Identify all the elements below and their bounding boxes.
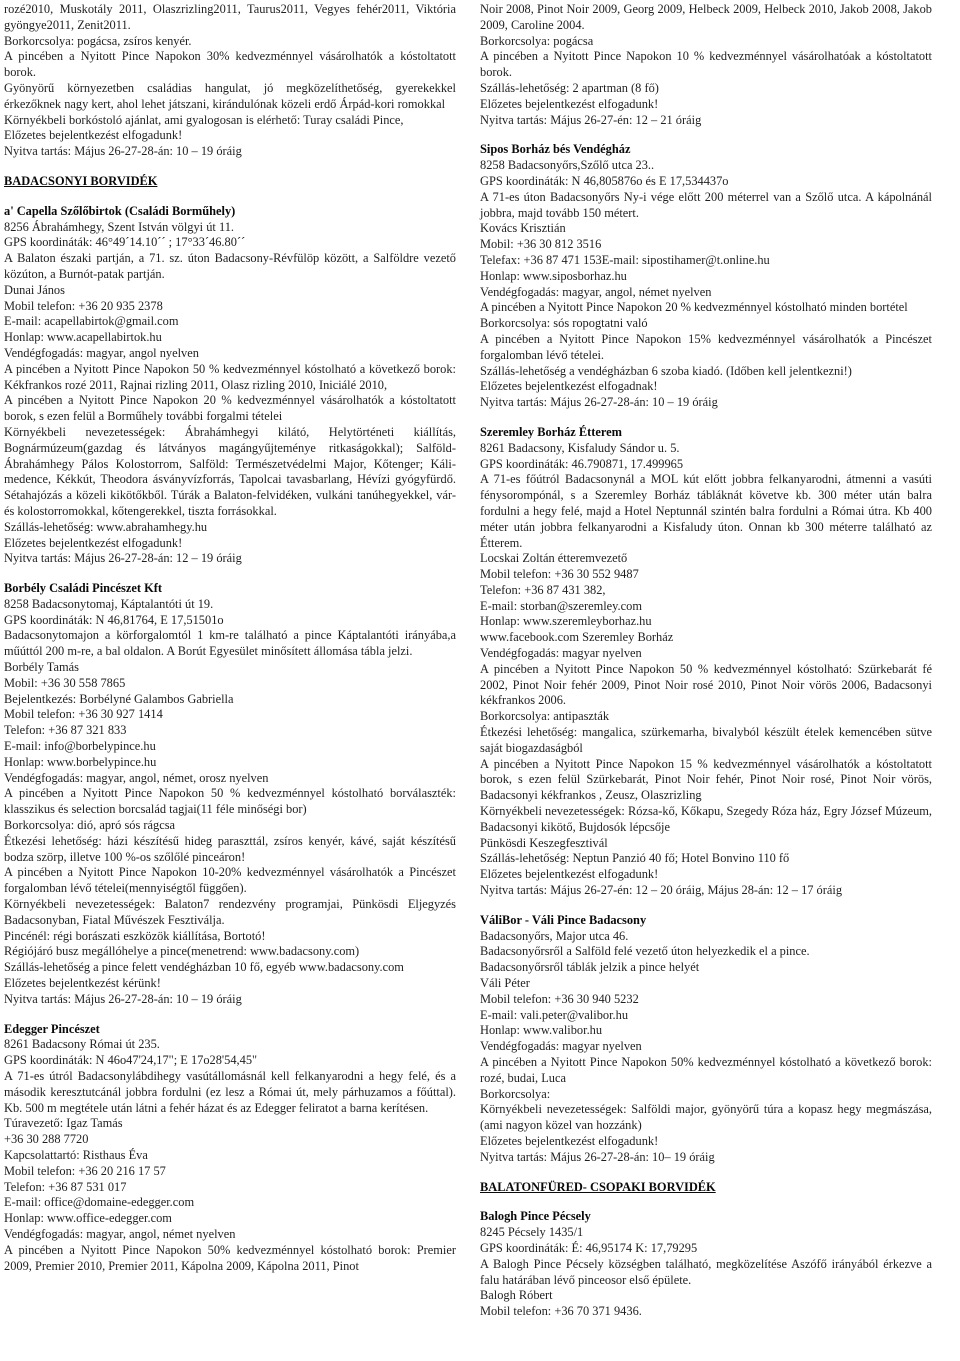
body-text-line: Nyitva tartás: Május 26-27-28-án: 10– 19 óráig xyxy=(480,1149,715,1164)
body-text-line: Badacsonyőrsről táblák jelzik a pince helyét xyxy=(480,960,700,975)
body-text-line: GPS koordináták: 46.790871, 17.499965 xyxy=(480,456,684,471)
winery-heading: Borbély Családi Pincészet Kft xyxy=(4,581,162,596)
body-text-line: A pincében a Nyitott Pince Napokon 30% kedvezménnyel vásárolhatók a kóstoltatott borok. xyxy=(4,49,456,80)
paragraph-spacer xyxy=(4,1008,456,1022)
body-text-line: Előzetes bejelentkezést elfogadunk! xyxy=(4,535,183,550)
body-text-line: Előzetes bejelentkezést kérünk! xyxy=(4,976,161,991)
winery-heading: Sipos Borház bés Vendégház xyxy=(480,142,631,157)
body-text-line: Mobil: +36 30 812 3516 xyxy=(480,237,602,252)
body-text-line: Honlap: www.szeremleyborhaz.hu xyxy=(480,614,652,629)
body-text-line: Pincénél: régi borászati eszközök kiállítása, Bortotó! xyxy=(4,928,266,943)
body-text-line: Nyitva tartás: Május 26-27-28-án: 10 – 19 óráig xyxy=(4,991,242,1006)
body-text-line: rozé2010, Muskotály 2011, Olaszrizling2011, Taurus2011, Vegyes fehér2011, Viktória gyöngye2011, Zenit2011. xyxy=(4,2,456,32)
body-text-line: Környékbeli nevezetességek: Rózsa-kő, Kőkapu, Szegedy Róza ház, Egry József Múzeum, Badacsonyi kikötő, Bujdosók lépcsője xyxy=(480,804,932,834)
left-column xyxy=(4,2,456,1361)
body-text-line: Borkorcsolya: xyxy=(480,1086,551,1101)
body-text-line: Honlap: www.siposborhaz.hu xyxy=(480,268,627,283)
paragraph-spacer xyxy=(480,899,932,913)
body-text-line: Mobil telefon: +36 20 216 17 57 xyxy=(4,1163,166,1178)
paragraph-spacer xyxy=(480,1195,932,1209)
body-text-line: A pincében a Nyitott Pince Napokon 50 % kedvezménnyel kóstolható: Szürkebarát fé 2002, Pinot Noir fehér 2009, Pinot Noir rosé 2010, Pinot Noir vörös 2006, Badacsonyi kékfrankos 2006. xyxy=(480,661,932,708)
body-text-line: Dunai János xyxy=(4,282,65,297)
body-text-line: Kapcsolattartó: Risthaus Éva xyxy=(4,1147,148,1162)
body-text-line: Mobil telefon: +36 30 552 9487 xyxy=(480,567,639,582)
body-text-line: Telefon: +36 87 321 833 xyxy=(4,723,127,738)
body-text-line: Váli Péter xyxy=(480,976,530,991)
body-text-line: Környékbeli nevezetességek: Salföldi major, gyönyörű túra a kopasz hegy megmászása,(ami nagyon közel van hozzánk) xyxy=(480,1102,932,1133)
body-text-line: A 71-es útról Badacsonylábdihegy vasútállomásnál kell felkanyarodni a hegy felé, és a második keresztutcánál jobbra fordulni (ez lesz a Római út, mely párhuzamos a főúttal). Kb. 500 m megtétele után látni a fehér házat és az Edegger feliratot a barna kerítésen. xyxy=(4,1069,456,1115)
body-text-line: Mobil telefon: +36 70 371 9436. xyxy=(480,1304,642,1319)
body-text-line: A 71-es úton Badacsonyőrs Ny-i vége előtt 200 méterrel van a Szőlő utca. A kápolnánál jobbra, majd tovább 150 métert. xyxy=(480,189,932,220)
body-text-line: Mobil: +36 30 558 7865 xyxy=(4,675,126,690)
body-text-line: A pincében a Nyitott Pince Napokon 20 % kedvezménnyel kóstolható minden bortétel xyxy=(480,300,908,315)
body-text-line: 8245 Pécsely 1435/1 xyxy=(480,1225,584,1240)
body-text-line: A pincében a Nyitott Pince Napokon 15 % kedvezménnyel vásárolhatók a kóstoltatott borok, s ezen felül Szürkebarát, Pinot Noir fehér, Pinot Noir rosé, Pinot Noir vörös, Badacsonyi kékfrankos , Zeusz, Olaszrizling xyxy=(480,756,932,803)
body-text-line: Nyitva tartás: Május 26-27-én: 12 – 20 óráig, Május 28-án: 12 – 17 óráig xyxy=(480,883,843,898)
body-text-line: Nyitva tartás: Május 26-27-28-án: 10 – 19 óráig xyxy=(4,144,242,159)
body-text-line: Telefon: +36 87 531 017 xyxy=(4,1179,127,1194)
paragraph-spacer xyxy=(480,1166,932,1180)
paragraph-spacer xyxy=(4,567,456,581)
body-text-line: E-mail: info@borbelypince.hu xyxy=(4,739,156,754)
body-text-line: Vendégfogadás: magyar, angol, német nyelven xyxy=(4,1226,236,1241)
body-text-line: Előzetes bejelentkezést elfogadunk! xyxy=(480,1133,659,1148)
body-text-line: 8256 Ábrahámhegy, Szent István völgyi út 11. xyxy=(4,219,234,234)
body-text-line: Szállás-lehetőség: 2 apartman (8 fő) xyxy=(480,80,659,95)
body-text-line: Előzetes bejelentkezést elfogadunk! xyxy=(4,128,183,143)
body-text-line: E-mail: office@domaine-edegger.com xyxy=(4,1195,195,1210)
winery-heading: a' Capella Szőlőbirtok (Családi Borműhely) xyxy=(4,203,236,218)
body-text-line: Borkorcsolya: dió, apró sós rágcsa xyxy=(4,818,176,833)
body-text-line: 8261 Badacsony, Kisfaludy Sándor u. 5. xyxy=(480,440,680,455)
body-text-line: Mobil telefon: +36 30 940 5232 xyxy=(480,991,639,1006)
body-text-line: Szállás-lehetőség a pince felett vendégházban 10 fő, egyéb www.badacsony.com xyxy=(4,960,404,975)
body-text-line: GPS koordináták: É: 46,95174 K: 17,79295 xyxy=(480,1240,698,1255)
body-text-line: 8258 Badacsonytomaj, Káptalantóti út 19. xyxy=(4,596,214,611)
body-text-line: 8261 Badacsony Római út 235. xyxy=(4,1037,160,1052)
body-text-line: Szállás-lehetőség: www.abrahamhegy.hu xyxy=(4,519,208,534)
body-text-line: A 71-es főútról Badacsonynál a MOL kút előtt jobbra felkanyarodni, átmenni a vasúti fénysorompónál, s a Szeremley Borház tábláknát követve kb. 300 méter után balra fordulni a hegy felé, majd a Hotel Neptunnál szintén balra fordulni a Római útra. Kb 400 méter után jobbra felkanyarodni a Kisfaludy úton. Onnan kb 300 méterre található az Étterem. xyxy=(480,472,932,550)
body-text-line: Badacsonytomajon a körforgalomtól 1 km-re található a pince Káptalantóti irányába,a műúttól 200 m-re, a bal oldalon. A Borút Egyesület minősített állomása tábla jelzi. xyxy=(4,628,456,659)
body-text-line: Kovács Krisztián xyxy=(480,221,566,236)
body-text-line: Bejelentkezés: Borbélyné Galambos Gabriella xyxy=(4,691,234,706)
body-text-line: A pincében a Nyitott Pince Napokon 50% kedvezménnyel kóstolható borok: Premier 2009, Premier 2010, Premier 2011, Kápolna 2009, Kápolna 2011, Pinot xyxy=(4,1242,456,1273)
body-text-line: Környékbeli nevezetességek: Balaton7 rendezvény programjai, Pünkösdi Eljegyzés Badacsonyban, Fiatal Művészek Fesztiválja. xyxy=(4,897,456,927)
body-text-line: Telefax: +36 87 471 153E-mail: sipostihamer@t.online.hu xyxy=(480,252,770,267)
body-text-line: Borkorcsolya: antipaszták xyxy=(480,709,610,724)
body-text-line: Pünkösdi Keszegfesztivál xyxy=(480,835,608,850)
body-text-line: A pincében a Nyitott Pince Napokon 15% kedvezménnyel vásárolhatók a Pincészet forgalomban lévő tételei. xyxy=(480,331,932,362)
body-text-line: Borkorcsolya: sós ropogtatni való xyxy=(480,316,648,331)
body-text-line: Környékbeli borkóstoló ajánlat, ami gyalogosan is elérhető: Turay családi Pince, xyxy=(4,112,404,127)
body-text-line: Honlap: www.valibor.hu xyxy=(480,1023,603,1038)
body-text-line: A Balaton északi partján, a 71. sz. úton Badacsony-Révfülöp között, a Salföldre vezető közúton, a Burnót-patak partján. xyxy=(4,251,456,281)
body-text-line: Vendégfogadás: magyar, angol, német, orosz nyelven xyxy=(4,770,269,785)
body-text-line: Noir 2008, Pinot Noir 2009, Georg 2009, Helbeck 2009, Helbeck 2010, Jakob 2008, Jakob 2009, Caroline 2004. xyxy=(480,2,932,32)
body-text-line: Honlap: www.borbelypince.hu xyxy=(4,754,157,769)
body-text-line: Környékbeli nevezetességek: Ábrahámhegyi kilátó, Helytörténeti kiállítás, Bognármúzeum(gazdag és látványos magángyűjteménye ritkaságokkal); Salföld-Ábrahámhegy Pálos Kolostorrom, Salföld: Természetvédelmi Major, Kőtenger; Káli-medence, Kékkút, Theodora ásványvízforrás, Tapolcai tavasbarlang, Hévízi gyógyfürdő. Sétahajózás a közeli kikötőkből. Túrák a Balaton-felvidéken, vulkáni tanúhegyekkel, vár- és kolostorromokkal, kőtengerekkel, tiszta forrásokkal. xyxy=(4,424,456,518)
body-text-line: A Balogh Pince Pécsely községben található, megközelítése Aszófő irányából érkezve a falu határában lévő pinceosor első épülete. xyxy=(480,1256,932,1287)
winery-heading: Szeremley Borház Étterem xyxy=(480,424,622,439)
body-text-line: Túravezető: Igaz Tamás xyxy=(4,1116,123,1131)
body-text-line: A pincében a Nyitott Pince Napokon 50 % kedvezménnyel kóstolható borválaszték: klasszikus és selection borcsalád tagjai(11 féle minőségi bor) xyxy=(4,786,456,817)
body-text-line: Vendégfogadás: magyar, angol nyelven xyxy=(4,345,199,360)
region-heading: BALATONFÜRED- CSOPAKI BORVIDÉK xyxy=(480,1179,716,1194)
body-text-line: Mobil telefon: +36 20 935 2378 xyxy=(4,298,163,313)
body-text-line: A pincében a Nyitott Pince Napokon 20 % kedvezménnyel vásárolhatók a kóstoltatott borok, s ezen felül a Borműhely további forgalmi tételei xyxy=(4,393,456,424)
body-text-line: A pincében a Nyitott Pince Napokon 50 % kedvezménnyel kóstolható a következő borok: Kékfrankos rozé 2011, Rajnai rizling 2011, Olasz rizling 2010, Iniciálé 2010, xyxy=(4,361,456,392)
body-text-line: Régiójáró busz megállóhelye a pince(menetrend: www.badacsony.com) xyxy=(4,944,360,959)
body-text-line: Vendégfogadás: magyar nyelven xyxy=(480,646,642,661)
paragraph-spacer xyxy=(480,411,932,425)
body-text-line: Honlap: www.office-edegger.com xyxy=(4,1211,172,1226)
body-text-line: +36 30 288 7720 xyxy=(4,1132,89,1147)
region-heading: BADACSONYI BORVIDÉK xyxy=(4,173,158,188)
body-text-line: Mobil telefon: +36 30 927 1414 xyxy=(4,707,163,722)
body-text-line: Locskai Zoltán étteremvezető xyxy=(480,551,628,566)
body-text-line: Szállás-lehetőség a vendégházban 6 szoba kiadó. (Időben kell jelentkezni!) xyxy=(480,363,852,378)
body-text-line: Nyitva tartás: Május 26-27-én: 12 – 21 óráig xyxy=(480,112,702,127)
body-text-line: GPS koordináták: N 46,805876o és E 17,534437o xyxy=(480,173,729,188)
right-column xyxy=(480,2,932,1361)
body-text-line: Balogh Róbert xyxy=(480,1288,553,1303)
body-text-line: Gyönyörű környezetben családias hangulat, jó megközelíthetőség, gyerekekkel érkezőknek nagy kert, ahol lehet játszani, kirándulónak közeli erdő Árpád-kori romokkal xyxy=(4,80,456,111)
body-text-line: Badacsonyőrsről a Salföld felé vezető úton helyezkedik el a pince. xyxy=(480,944,810,959)
body-text-line: Étkezési lehetőség: mangalica, szürkemarha, bivalyból készült ételek kemencében sütve saját biogazdaságból xyxy=(480,725,932,755)
winery-heading: Balogh Pince Pécsely xyxy=(480,1209,591,1224)
body-text-line: Előzetes bejelentkezést elfogadunk! xyxy=(480,867,659,882)
body-text-line: GPS koordináták: N 46,81764, E 17,51501o xyxy=(4,612,224,627)
body-text-line: Borbély Tamás xyxy=(4,660,79,675)
body-text-line: Előzetes bejelentkezést elfogadunk! xyxy=(480,96,659,111)
body-text-line: Nyitva tartás: Május 26-27-28-án: 10 – 19 óráig xyxy=(480,395,718,410)
winery-heading: Edegger Pincészet xyxy=(4,1021,100,1036)
body-text-line: Borkorcsolya: pogácsa, zsíros kenyér. xyxy=(4,33,192,48)
body-text-line: Badacsonyőrs, Major utca 46. xyxy=(480,928,629,943)
body-text-line: Vendégfogadás: magyar nyelven xyxy=(480,1039,642,1054)
body-text-line: Étkezési lehetőség: házi készítésű hideg paraszttál, zsíros kenyér, kávé, saját készítésű bodza szörp, illetve 100 %-os szőlőlé pinceáron! xyxy=(4,833,456,864)
paragraph-spacer xyxy=(480,128,932,142)
body-text-line: A pincében a Nyitott Pince Napokon 10-20% kedvezménnyel vásárolhatók a Pincészet forgalomban lévő tételei(mennyiségtől függően). xyxy=(4,865,456,896)
body-text-line: E-mail: vali.peter@valibor.hu xyxy=(480,1007,629,1022)
paragraph-spacer xyxy=(4,160,456,174)
body-text-line: 8258 Badacsonyőrs,Szőlő utca 23.. xyxy=(480,158,655,173)
body-text-line: Előzetes bejelentkezést elfogadnak! xyxy=(480,379,658,394)
body-text-line: A pincében a Nyitott Pince Napokon 50% kedvezménnyel kóstolható a következő borok: rozé, budai, Luca xyxy=(480,1055,932,1085)
body-text-line: Telefon: +36 87 431 382, xyxy=(480,582,606,597)
body-text-line: GPS koordináták: N 46o47'24,17"; E 17o28'54,45" xyxy=(4,1053,258,1068)
body-text-line: E-mail: acapellabirtok@gmail.com xyxy=(4,314,179,329)
paragraph-spacer xyxy=(4,190,456,204)
body-text-line: Szállás-lehetőség: Neptun Panzió 40 fő; Hotel Bonvino 110 fő xyxy=(480,851,790,866)
body-text-line: A pincében a Nyitott Pince Napokon 10 % kedvezménnyel vásárolhatóak a kóstoltatott borok. xyxy=(480,49,932,80)
body-text-line: Borkorcsolya: pogácsa xyxy=(480,33,594,48)
body-text-line: www.facebook.com Szeremley Borház xyxy=(480,630,674,645)
body-text-line: Honlap: www.acapellabirtok.hu xyxy=(4,330,162,345)
body-text-line: Vendégfogadás: magyar, angol, német nyelven xyxy=(480,284,712,299)
body-text-line: E-mail: storban@szeremley.com xyxy=(480,598,642,613)
body-text-line: Nyitva tartás: Május 26-27-28-án: 12 – 19 óráig xyxy=(4,551,242,566)
body-text-line: GPS koordináták: 46°49´14.10´´ ; 17°33´46.80´´ xyxy=(4,235,246,250)
winery-heading: VáliBor - Váli Pince Badacsony xyxy=(480,912,647,927)
